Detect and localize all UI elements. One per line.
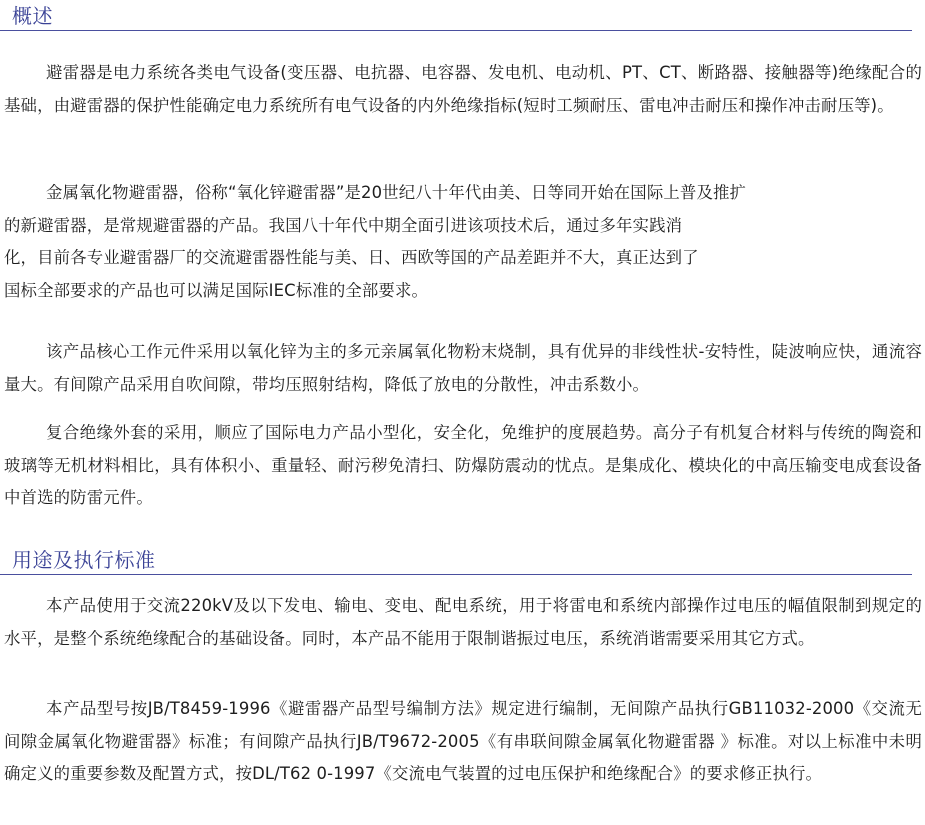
paragraph: 避雷器是电力系统各类电气设备(变压器、电抗器、电容器、发电机、电动机、PT、CT、断路器、接触器等)绝缘配合的基础，由避雷器的保护性能确定电力系统所有电气设备的内外绝缘指标(短时工频耐压、雷电冲击耐压和操作冲击耐压等)。	[4, 63, 922, 115]
paragraph-line: 的新避雷器，是常规避雷器的产品。我国八十年代中期全面引进该项技术后，通过多年实践消	[4, 215, 683, 235]
paragraph: 该产品核心工作元件采用以氧化锌为主的多元亲属氧化物粉末烧制，具有优异的非线性状-安特性，陡波响应快，通流容量大。有间隙产品采用自吹间隙，带均压照射结构，降低了放电的分散性，冲击系数小。	[4, 342, 922, 394]
section-title: 用途及执行标准	[12, 548, 156, 572]
paragraph-line: 化，目前各专业避雷器厂的交流避雷器性能与美、日、西欧等国的产品差距并不大，真正达到了	[4, 248, 699, 268]
paragraph	[4, 177, 922, 307]
section-header-overview	[0, 0, 912, 31]
paragraph: 本产品型号按JB/T8459-1996《避雷器产品型号编制方法》规定进行编制，无间隙产品执行GB11032-2000《交流无间隙金属氧化物避雷器》标准；有间隙产品执行JB/T9672-2005《有串联间隙金属氧化物避雷器 》标准。对以上标准中未明确定义的重要参数及配置方式，按DL/T62 0-1997《交流电气装置的过电压保护和绝缘配合》的要求修正执行。	[4, 699, 922, 784]
section-header-usage-standards	[0, 544, 912, 575]
paragraph: 本产品使用于交流220kV及以下发电、输电、变电、配电系统，用于将雷电和系统内部操作过电压的幅值限制到规定的水平，是整个系统绝缘配合的基础设备。同时，本产品不能用于限制谐振过电压，系统消谐需要采用其它方式。	[4, 596, 922, 648]
section-title: 概述	[12, 4, 53, 28]
paragraph-line: 金属氧化物避雷器，俗称“氧化锌避雷器”是20世纪八十年代由美、日等同开始在国际上普及推扩	[46, 183, 747, 202]
paragraph: 复合绝缘外套的采用，顺应了国际电力产品小型化，安全化，免维护的度展趋势。高分子有机复合材料与传统的陶瓷和玻璃等无机材料相比，具有体积小、重量轻、耐污秽免清扫、防爆防震动的忧点。是集成化、模块化的中高压输变电成套设备中首选的防雷元件。	[4, 423, 922, 508]
paragraph-line: 国标全部要求的产品也可以满足国际IEC标准的全部要求。	[4, 280, 429, 300]
